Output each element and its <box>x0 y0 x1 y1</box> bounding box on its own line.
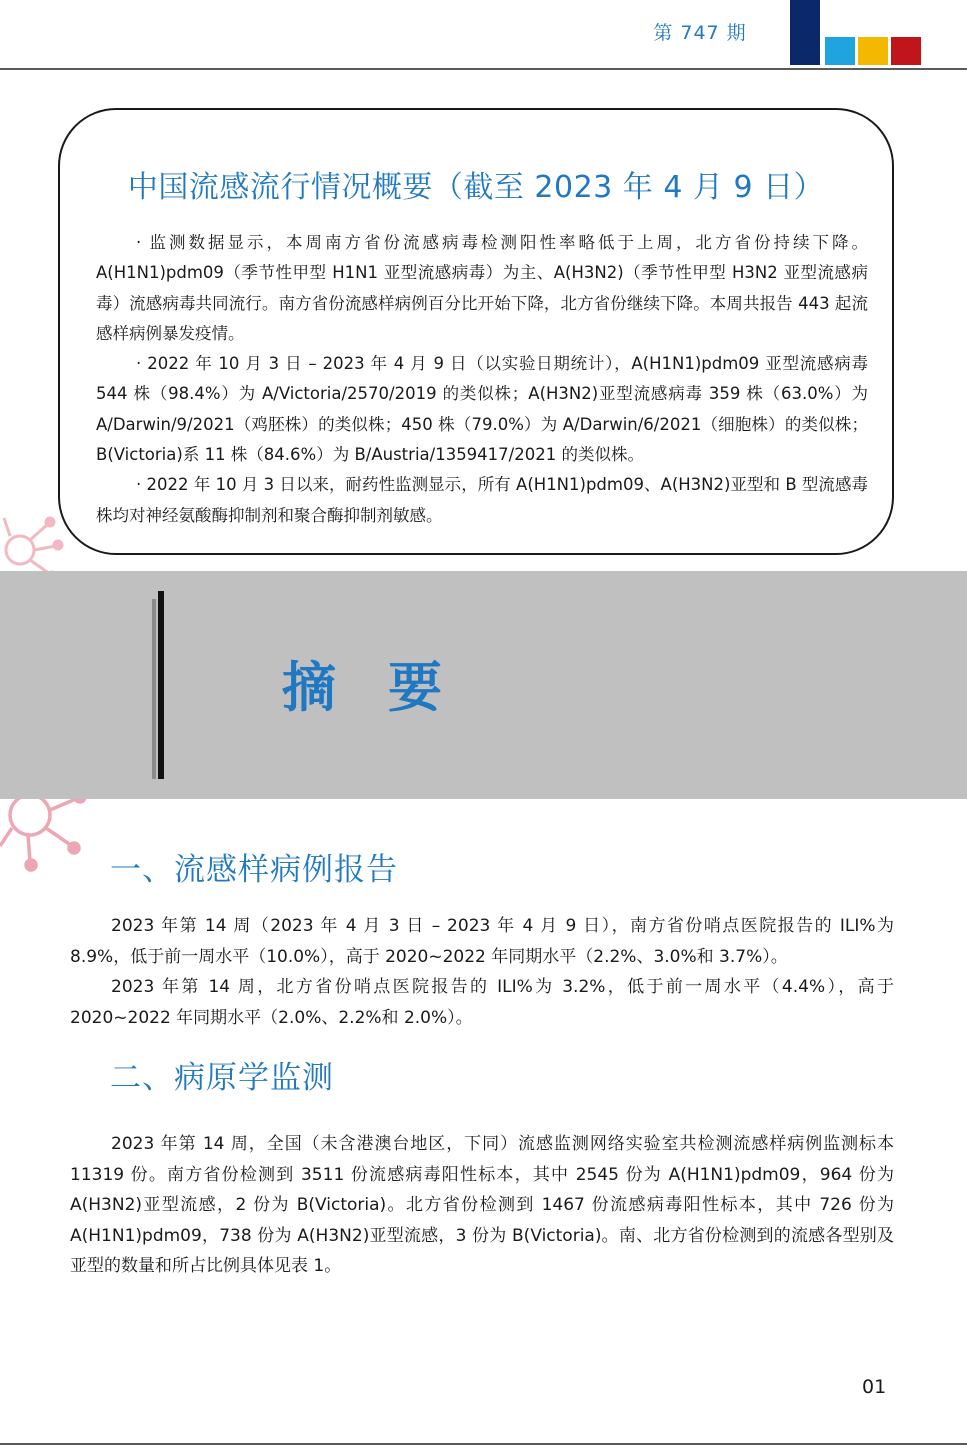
issue-number: 第 747 期 <box>653 22 747 44</box>
summary-paragraph: · 2022 年 10 月 3 日 – 2023 年 4 月 9 日（以实验日期统计），A(H1N1)pdm09 亚型流感病毒 544 株（98.4%）为 A/Victoria/2570/2019 的类似株；A(H3N2)亚型流感病毒 359 株（63.0%）为 A/Darwin/9/2021（鸡胚株）的类似株；450 株（79.0%）为 A/Darwin/6/2021（细胞株）的类似株；B(Victoria)系 11 株（84.6%）为 B/Austria/1359417/2021 的类似株。 <box>96 354 868 465</box>
banner-accent-bar <box>158 591 164 779</box>
page-number: 01 <box>862 1376 887 1398</box>
section-paragraph: 2023 年第 14 周，全国（未含港澳台地区，下同）流感监测网络实验室共检测流感样病例监测标本 11319 份。南方省份检测到 3511 份流感病毒阳性标本，其中 2545 份为 A(H1N1)pdm09，964 份为 A(H3N2)亚型流感，2 份为 B(Victoria)。北方省份检测到 1467 份流感病毒阳性标本，其中 726 份为 A(H1N1)pdm09，738 份为 A(H3N2)亚型流感，3 份为 B(Victoria)。南、北方省份检测到的流感各型别及亚型的数量和所占比例具体见表 1。 <box>70 1134 894 1276</box>
banner-accent-bar <box>152 599 156 779</box>
logo-bar-blue <box>825 37 855 65</box>
banner-title: 摘要 <box>282 656 494 719</box>
summary-paragraph: · 2022 年 10 月 3 日以来，耐药性监测显示，所有 A(H1N1)pdm09、A(H3N2)亚型和 B 型流感毒株均对神经氨酸酶抑制剂和聚合酶抑制剂敏感。 <box>96 475 868 525</box>
summary-box <box>58 108 894 555</box>
logo-bar-red <box>891 37 921 65</box>
logo-bar-yellow <box>858 37 888 65</box>
section-body-pathogen <box>70 1129 894 1282</box>
section-paragraph: 2023 年第 14 周，北方省份哨点医院报告的 ILI%为 3.2%，低于前一周水平（4.4%），高于 2020~2022 年同期水平（2.0%、2.2%和 2.0%）。 <box>70 977 894 1028</box>
section-heading-pathogen: 二、病原学监测 <box>110 1060 334 1096</box>
section-heading-ili: 一、流感样病例报告 <box>110 852 398 888</box>
section-body-ili <box>70 911 894 1033</box>
summary-title: 中国流感流行情况概要（截至 2023 年 4 月 9 日） <box>127 170 825 205</box>
summary-paragraph: · 监测数据显示，本周南方省份流感病毒检测阳性率略低于上周，北方省份持续下降。A(H1N1)pdm09（季节性甲型 H1N1 亚型流感病毒）为主、A(H3N2)（季节性甲型 H3N2 亚型流感病毒）流感病毒共同流行。南方省份流感样病例百分比开始下降，北方省份继续下降。本周共报告 443 起流感样病例暴发疫情。 <box>96 233 868 343</box>
header-divider <box>0 68 967 70</box>
summary-body <box>96 228 868 531</box>
logo-bar-navy <box>790 0 820 65</box>
footer-divider <box>0 1443 967 1445</box>
section-paragraph: 2023 年第 14 周（2023 年 4 月 3 日 – 2023 年 4 月 9 日），南方省份哨点医院报告的 ILI%为 8.9%，低于前一周水平（10.0%），高于 2020~2022 年同期水平（2.2%、3.0%和 3.7%）。 <box>70 916 894 967</box>
abstract-banner <box>0 571 967 799</box>
